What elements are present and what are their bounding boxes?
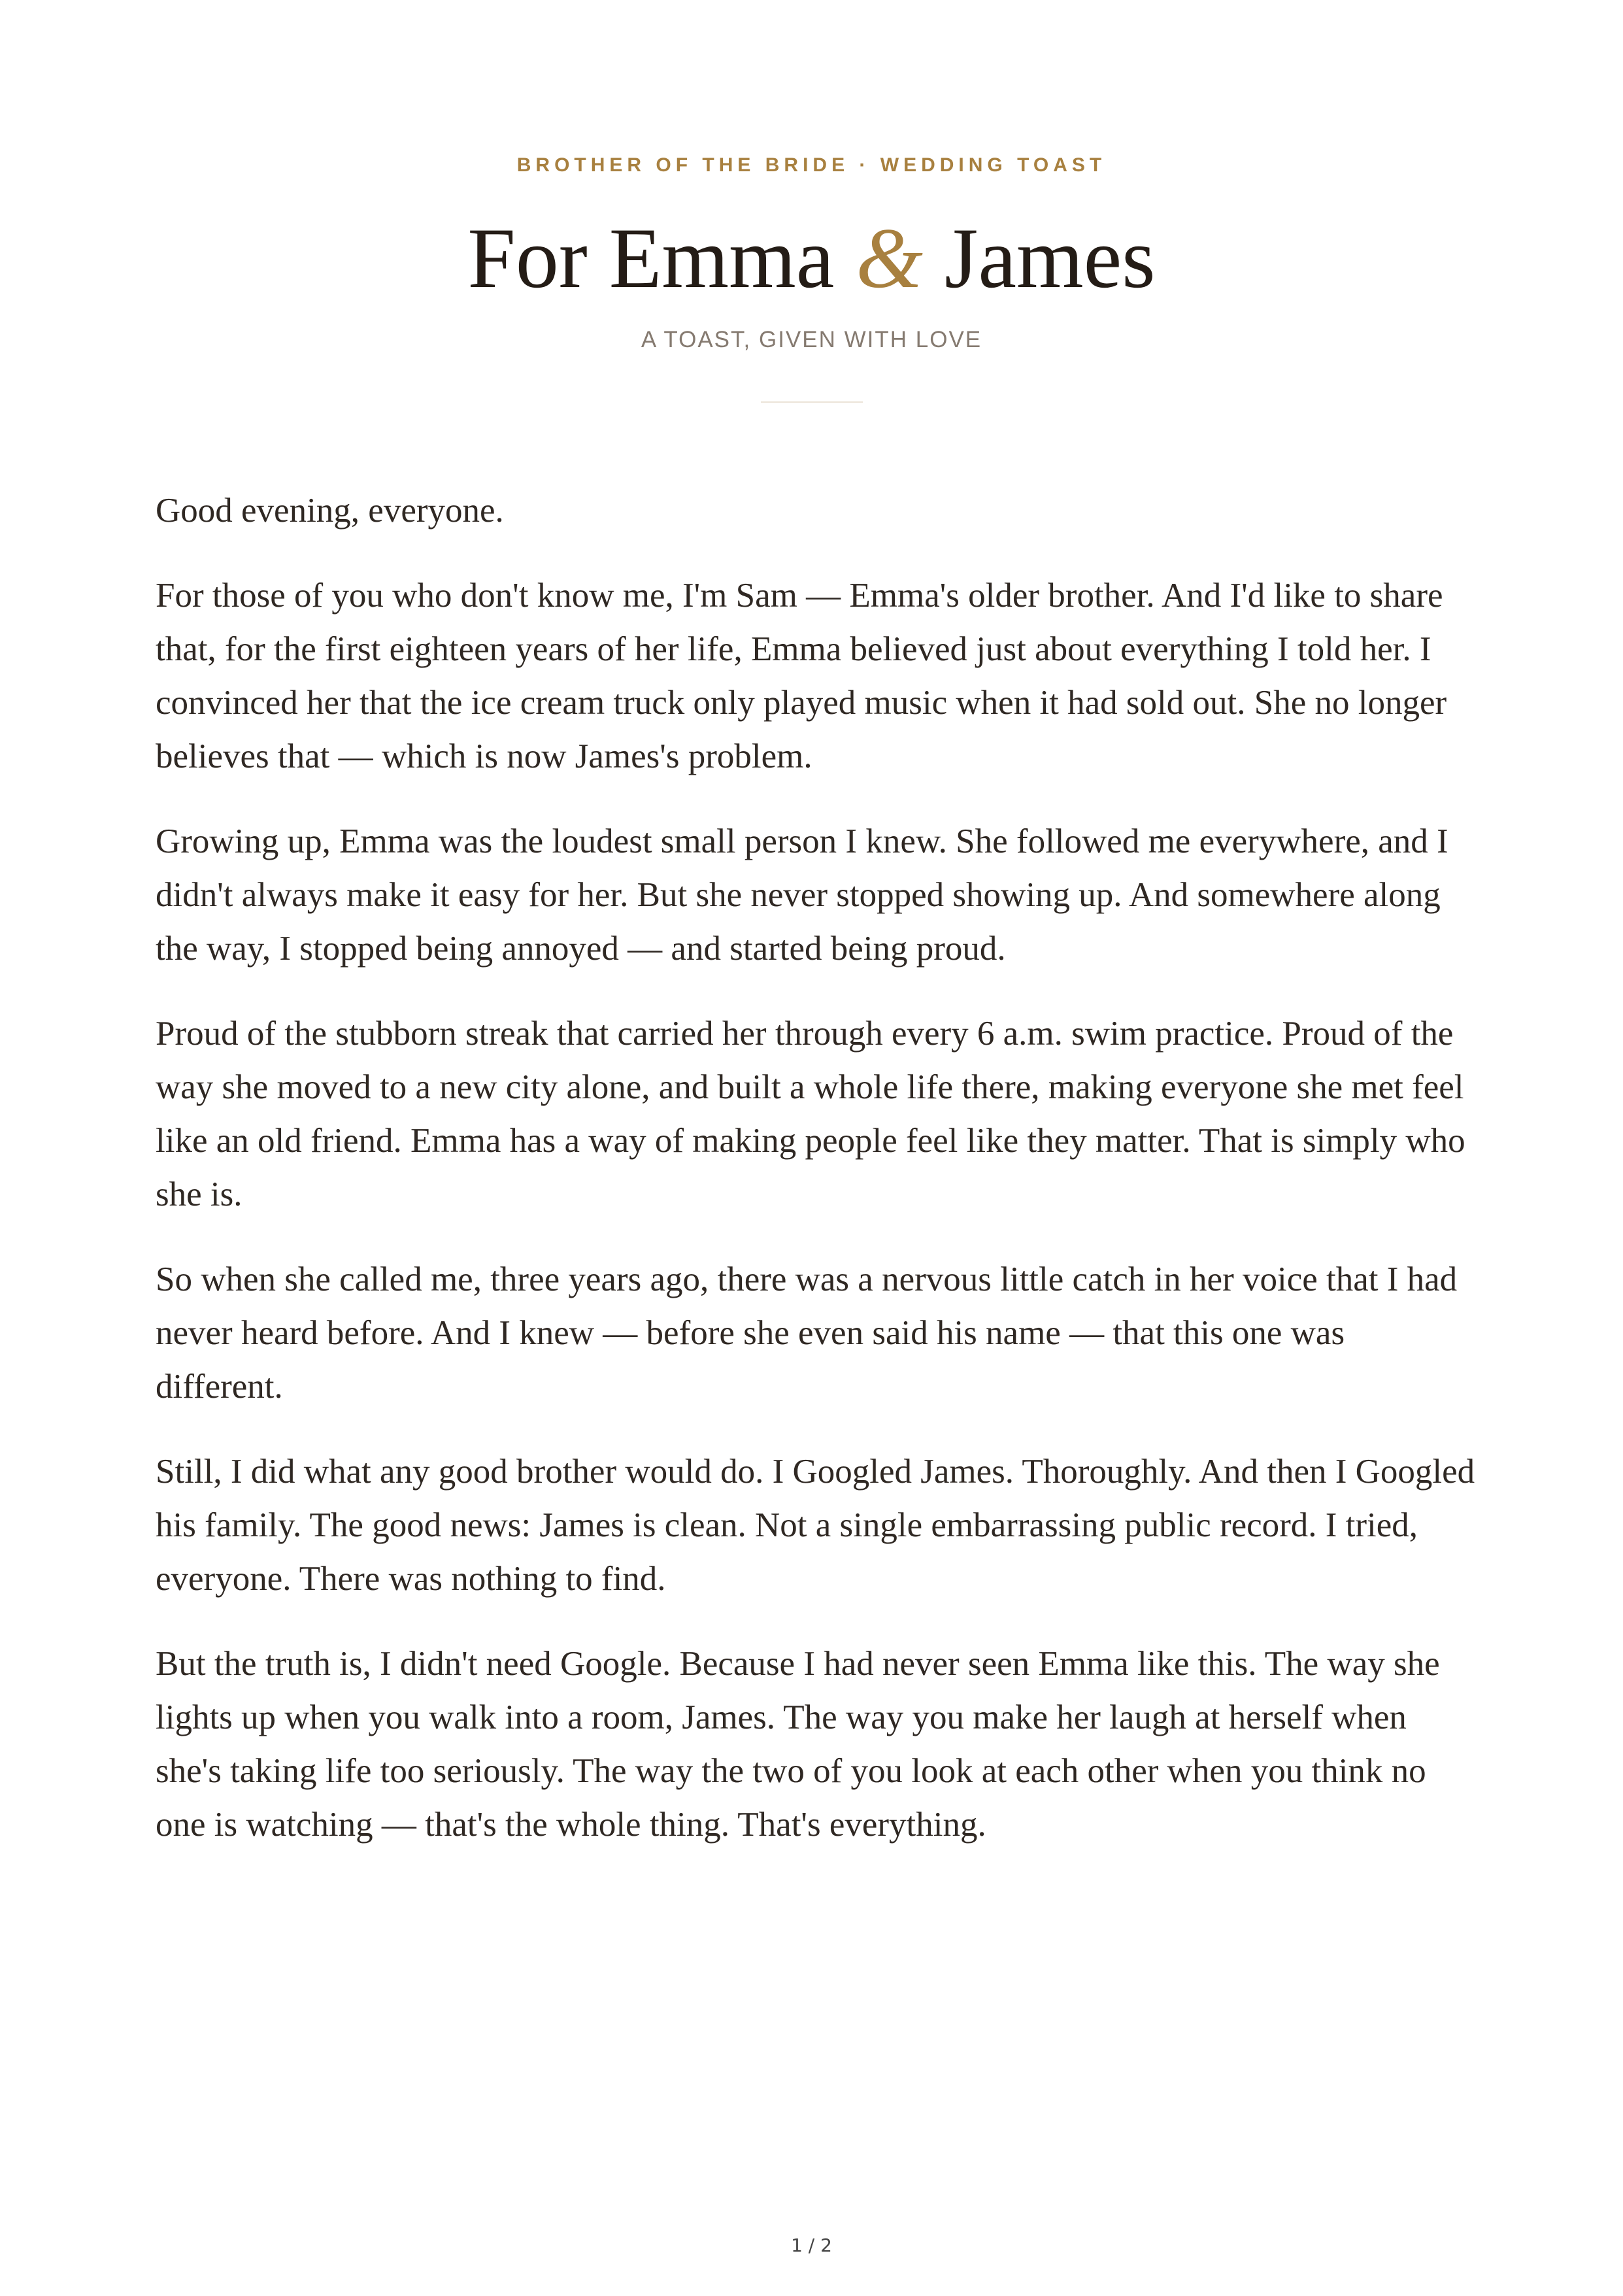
divider: [761, 401, 863, 403]
title-ampersand: &: [856, 210, 924, 306]
eyebrow-label: BROTHER OF THE BRIDE · WEDDING TOAST: [516, 154, 1107, 176]
toast-body: [156, 484, 1476, 1883]
title-part-james: James: [923, 210, 1156, 306]
paragraph-2: For those of you who don't know me, I'm Sam — Emma's older brother. And I'd like to share that, for the first eighteen years of her life, Emma believed just about everything I told her. I convinced her that the ice cream truck only played music when it had sold out. She no longer believes that — which is now James's problem.: [156, 577, 1447, 775]
page-title: [0, 203, 1623, 314]
title-part-emma: For Emma: [467, 210, 856, 306]
paragraph-5: So when she called me, three years ago, there was a nervous little catch in her voice that I had never heard before. And I knew — before she even said his name — that this one was different.: [156, 1260, 1458, 1406]
paragraph-7: But the truth is, I didn't need Google. Because I had never seen Emma like this. The way she lights up when you walk into a room, James. The way you make her laugh at herself when she's taking life too seriously. The way the two of you look at each other when you think no one is watching — that's the whole thing. That's everything.: [156, 1645, 1440, 1844]
paragraph-3: Growing up, Emma was the loudest small person I knew. She followed me everywhere, and I didn't always make it easy for her. But she never stopped showing up. And somewhere along the way, I stopped being annoyed — and started being proud.: [156, 822, 1448, 968]
paragraph-1: Good evening, everyone.: [156, 492, 504, 530]
paragraph-6: Still, I did what any good brother would do. I Googled James. Thoroughly. And then I Googled his family. The good news: James is clean. Not a single embarrassing public record. I tried, everyone. There was nothing to find.: [156, 1453, 1475, 1598]
page-number: 1 / 2: [791, 2235, 832, 2256]
paragraph-4: Proud of the stubborn streak that carried her through every 6 a.m. swim practice. Proud of the way she moved to a new city alone, and built a whole life there, making everyone she met feel like an old friend. Emma has a way of making people feel like they matter. That is simply who she is.: [156, 1015, 1465, 1213]
subtitle: A TOAST, GIVEN WITH LOVE: [641, 327, 982, 352]
